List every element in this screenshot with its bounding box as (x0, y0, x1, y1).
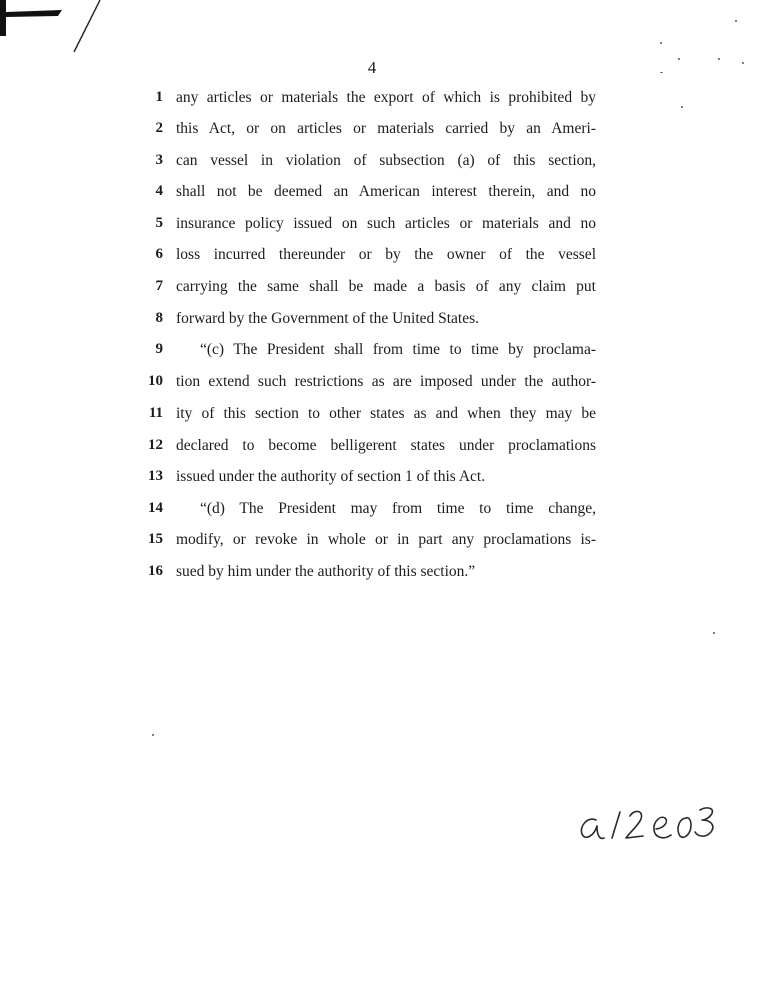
page-number: 4 (367, 58, 377, 77)
line-number: 3 (155, 152, 163, 168)
line-text: this Act, or on articles or materials carried by an Ameri- (176, 120, 596, 137)
text-line (0, 563, 765, 585)
line-text: sued by him under the authority of this section.” (176, 563, 476, 580)
line-text: “(d) The President may from time to time change, (200, 500, 596, 517)
line-number: 9 (155, 341, 163, 357)
line-number: 7 (155, 278, 163, 294)
line-number: 2 (155, 120, 163, 136)
scan-speck (660, 42, 662, 44)
line-text: can vessel in violation of subsection (a) of this section, (176, 152, 596, 169)
text-line (0, 89, 765, 111)
text-line (0, 341, 765, 363)
line-text: declared to become belligerent states under proclamations (176, 437, 596, 454)
handwritten-note (576, 798, 721, 851)
line-number: 4 (155, 183, 163, 199)
line-number: 14 (148, 500, 163, 516)
text-line (0, 215, 765, 237)
line-number: 8 (155, 310, 163, 326)
scan-speck (713, 632, 715, 634)
text-line (0, 373, 765, 395)
text-line (0, 152, 765, 174)
line-number: 6 (155, 246, 163, 262)
line-text: carrying the same shall be made a basis of any claim put (176, 278, 596, 295)
line-number: 16 (148, 563, 163, 579)
line-text: any articles or materials the export of which is prohibited by (176, 89, 596, 106)
text-line (0, 246, 765, 268)
text-line (0, 310, 765, 332)
line-text: “(c) The President shall from time to time by proclama- (200, 341, 596, 358)
text-line (0, 120, 765, 142)
line-text: insurance policy issued on such articles or materials and no (176, 215, 596, 232)
scan-corner-mark (0, 0, 110, 60)
line-number: 15 (148, 531, 163, 547)
scan-speck (678, 58, 680, 60)
scan-speck (742, 62, 744, 64)
line-text: shall not be deemed an American interest therein, and no (176, 183, 596, 200)
line-number: 12 (148, 437, 163, 453)
line-text: forward by the Government of the United States. (176, 310, 480, 327)
line-number: 10 (148, 373, 163, 389)
text-line (0, 183, 765, 205)
text-line (0, 531, 765, 553)
text-line (0, 500, 765, 522)
text-line (0, 437, 765, 459)
scan-speck (735, 20, 737, 22)
line-text: tion extend such restrictions as are imposed under the author- (176, 373, 596, 390)
scan-speck (681, 106, 683, 108)
line-text: ity of this section to other states as and when they may be (176, 405, 596, 422)
handwritten-note-drawing (576, 798, 721, 846)
text-line (0, 405, 765, 427)
line-number: 13 (148, 468, 163, 484)
text-line (0, 278, 765, 300)
scan-speck (718, 58, 720, 60)
line-number: 11 (148, 405, 163, 421)
line-number: 5 (155, 215, 163, 231)
line-text: modify, or revoke in whole or in part any proclamations is- (176, 531, 596, 548)
line-number: 1 (155, 89, 163, 105)
text-line (0, 468, 765, 490)
line-text: issued under the authority of section 1 of this Act. (176, 468, 486, 485)
scan-speck (152, 734, 154, 736)
line-text: loss incurred thereunder or by the owner of the vessel (176, 246, 596, 263)
scan-speck (660, 72, 663, 73)
